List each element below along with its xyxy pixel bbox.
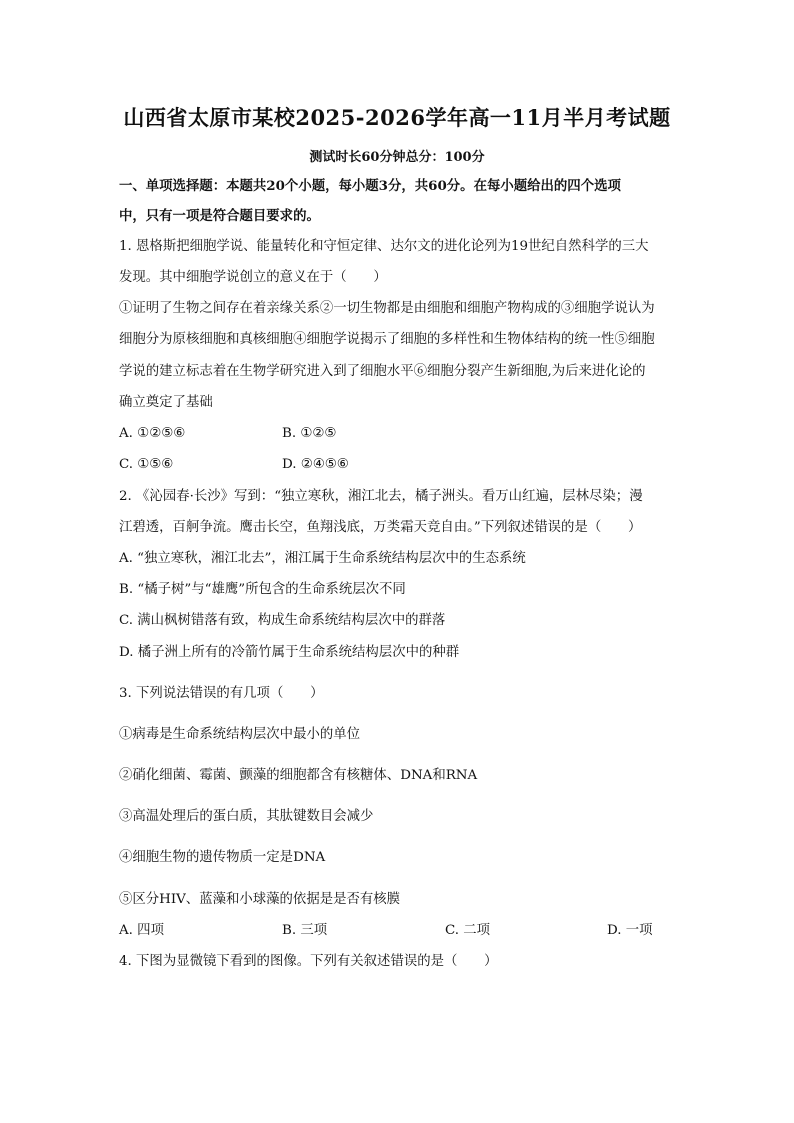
q2-option-b: B. “橘子树”与“雄鹰”所包含的生命系统层次不同 <box>119 582 406 597</box>
q1-stem-line-4: 细胞分为原核细胞和真核细胞④细胞学说揭示了细胞的多样性和生物体结构的统一性⑤细胞 <box>119 332 655 347</box>
q1-option-c: C. ①⑤⑥ <box>119 457 174 472</box>
exam-subtitle: 测试时长60分钟总分：100分 <box>309 150 485 165</box>
q1-stem-line-1: 1. 恩格斯把细胞学说、能量转化和守恒定律、达尔文的进化论列为19世纪自然科学的三大 <box>119 239 649 254</box>
q1-stem-line-5: 学说的建立标志着在生物学研究进入到了细胞水平⑥细胞分裂产生新细胞,为后来进化论的 <box>119 364 646 379</box>
q2-option-c: C. 满山枫树错落有致，构成生命系统结构层次中的群落 <box>119 613 446 628</box>
q3-stem: 3. 下列说法错误的有几项（ ） <box>119 686 324 701</box>
q3-item-1: ①病毒是生命系统结构层次中最小的单位 <box>119 727 361 742</box>
q3-item-5: ⑤区分HIV、蓝藻和小球藻的依据是是否有核膜 <box>119 892 401 907</box>
exam-title: 山西省太原市某校2025-2026学年高一11月半月考试题 <box>123 105 671 130</box>
q1-stem-line-2: 发现。其中细胞学说创立的意义在于（ ） <box>119 270 387 285</box>
section-heading-line-2: 中，只有一项是符合题目要求的。 <box>119 208 320 224</box>
q1-option-d: D. ②④⑤⑥ <box>282 457 349 472</box>
q1-stem-line-6: 确立奠定了基础 <box>119 395 213 410</box>
q1-option-a: A. ①②⑤⑥ <box>119 426 186 441</box>
section-heading-line-1: 一、单项选择题：本题共20个小题，每小题3分，共60分。在每小题给出的四个选项 <box>119 178 621 194</box>
q1-stem-line-3: ①证明了生物之间存在着亲缘关系②一切生物都是由细胞和细胞产物构成的③细胞学说认为 <box>119 301 655 316</box>
q3-option-c: C. 二项 <box>445 923 491 938</box>
q2-stem-line-2: 江碧透，百舸争流。鹰击长空，鱼翔浅底，万类霜天竞自由。”下列叙述错误的是（ ） <box>119 520 642 535</box>
q3-item-3: ③高温处理后的蛋白质，其肽键数目会减少 <box>119 809 374 824</box>
q4-stem: 4. 下图为显微镜下看到的图像。下列有关叙述错误的是（ ） <box>119 954 498 969</box>
q3-option-d: D. 一项 <box>607 923 653 938</box>
q2-stem-line-1: 2. 《沁园春·长沙》写到：“独立寒秋，湘江北去，橘子洲头。看万山红遍，层林尽染；漫 <box>119 489 643 504</box>
q3-item-2: ②硝化细菌、霉菌、颤藻的细胞都含有核糖体、DNA和RNA <box>119 768 478 783</box>
q3-option-b: B. 三项 <box>282 923 328 938</box>
q3-option-a: A. 四项 <box>119 923 164 938</box>
q2-option-d: D. 橘子洲上所有的冷箭竹属于生命系统结构层次中的种群 <box>119 645 460 660</box>
q3-item-4: ④细胞生物的遗传物质一定是DNA <box>119 850 326 865</box>
q1-option-b: B. ①②⑤ <box>282 426 337 441</box>
q2-option-a: A. “独立寒秋，湘江北去”，湘江属于生命系统结构层次中的生态系统 <box>119 551 526 566</box>
